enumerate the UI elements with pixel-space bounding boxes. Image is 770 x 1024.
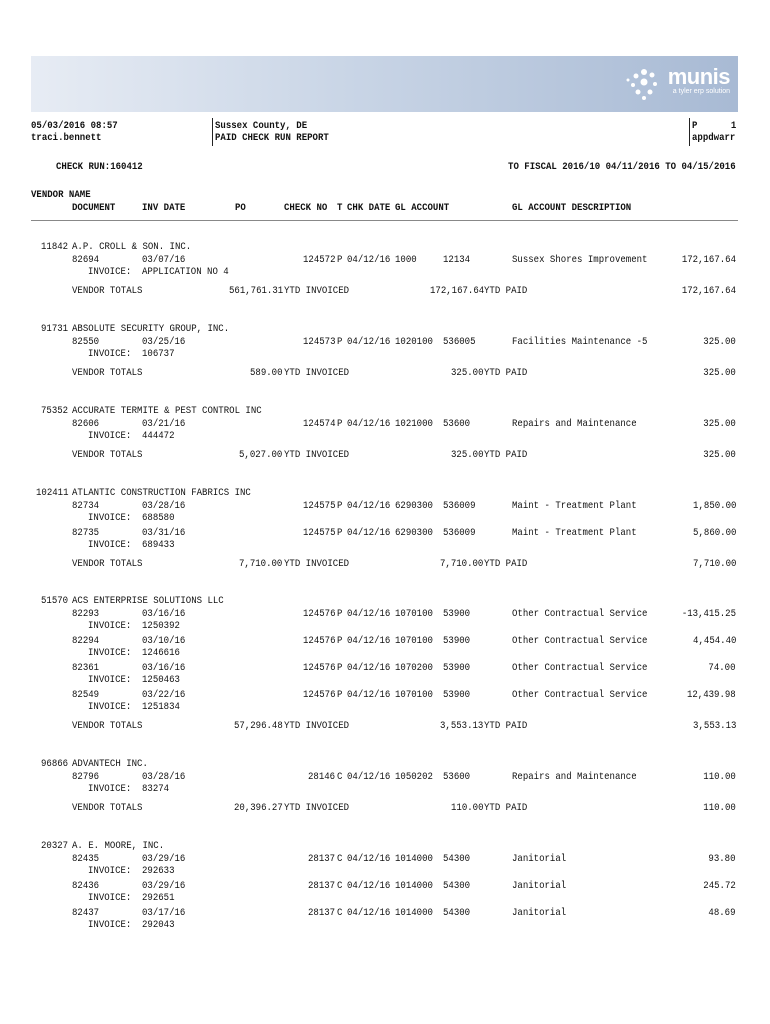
line-type: C [337,907,343,919]
ytd-invoiced-label: YTD INVOICED [284,558,350,570]
vendor-totals-label: VENDOR TOTALS [72,367,143,379]
page-number: 1 [730,120,736,132]
line-type: P [337,336,343,348]
line-chk-date: 04/12/16 [347,635,391,647]
invoice-number: 689433 [142,539,175,551]
line-check-no: 124572 [302,254,336,266]
vendor-id: 102411 [35,487,69,499]
line-gl-org: 1020100 [395,336,433,348]
col-document: DOCUMENT [72,202,116,214]
line-inv-date: 03/17/16 [142,907,186,919]
invoice-label: INVOICE: [88,647,132,659]
line-document: 82606 [72,418,100,430]
line-document: 82294 [72,635,100,647]
line-gl-org: 1014000 [395,880,433,892]
ytd-paid-amount: 110.00 [450,802,484,814]
vendor-totals-label: VENDOR TOTALS [72,720,143,732]
line-gl-object: 536009 [443,500,476,512]
invoice-number: APPLICATION NO 4 [142,266,229,278]
vendor-name: ACCURATE TERMITE & PEST CONTROL INC [72,405,262,417]
line-check-no: 124576 [302,662,336,674]
ytd-invoiced-amount: 57,296.48 [234,720,283,732]
line-gl-object: 53600 [443,418,471,430]
line-gl-org: 6290300 [395,500,433,512]
invoice-number: 1251834 [142,701,180,713]
ytd-paid-label: YTD PAID [484,367,528,379]
vendor-id: 96866 [41,758,69,770]
line-gl-desc: Other Contractual Service [512,662,648,674]
invoice-number: 292633 [142,865,175,877]
line-gl-desc: Janitorial [512,853,567,865]
ytd-invoiced-label: YTD INVOICED [284,802,350,814]
line-chk-date: 04/12/16 [347,880,391,892]
munis-dots-icon [624,66,664,102]
ytd-invoiced-amount: 589.00 [249,367,283,379]
line-gl-object: 53600 [443,771,471,783]
ytd-paid-label: YTD PAID [484,720,528,732]
line-chk-date: 04/12/16 [347,500,391,512]
line-document: 82435 [72,853,100,865]
line-amount: 93.80 [708,853,736,865]
report-datetime: 05/03/2016 08:57 [31,120,118,132]
vendor-total: 325.00 [703,367,736,379]
munis-logo [668,64,730,95]
line-type: P [337,662,343,674]
invoice-label: INVOICE: [88,674,132,686]
vendor-name: ATLANTIC CONSTRUCTION FABRICS INC [72,487,251,499]
header-divider-right [689,118,690,146]
line-gl-desc: Other Contractual Service [512,635,648,647]
col-check-no: CHECK NO [284,202,328,214]
line-document: 82436 [72,880,100,892]
line-document: 82796 [72,771,100,783]
line-inv-date: 03/21/16 [142,418,186,430]
line-amount: 245.72 [703,880,736,892]
ytd-paid-amount: 7,710.00 [440,558,484,570]
ytd-paid-amount: 3,553.13 [440,720,484,732]
line-chk-date: 04/12/16 [347,527,391,539]
ytd-paid-label: YTD PAID [484,449,528,461]
line-amount: 4,454.40 [692,635,736,647]
line-check-no: 124574 [302,418,336,430]
line-gl-desc: Maint - Treatment Plant [512,500,637,512]
line-check-no: 124576 [302,635,336,647]
line-gl-org: 1014000 [395,907,433,919]
line-amount: 48.69 [708,907,736,919]
vendor-name: ADVANTECH INC. [72,758,148,770]
line-inv-date: 03/29/16 [142,880,186,892]
line-chk-date: 04/12/16 [347,336,391,348]
invoice-label: INVOICE: [88,512,132,524]
col-inv-date: INV DATE [142,202,186,214]
line-check-no: 28146 [308,771,336,783]
vendor-total: 110.00 [703,802,736,814]
line-type: P [337,635,343,647]
line-amount: -13,415.25 [681,608,736,620]
line-amount: 325.00 [703,418,736,430]
line-inv-date: 03/22/16 [142,689,186,701]
line-amount: 325.00 [703,336,736,348]
fiscal-range: TO FISCAL 2016/10 04/11/2016 TO 04/15/2016 [508,161,736,173]
line-inv-date: 03/07/16 [142,254,186,266]
line-gl-object: 53900 [443,608,471,620]
line-amount: 74.00 [708,662,736,674]
line-gl-org: 1021000 [395,418,433,430]
line-document: 82735 [72,527,100,539]
line-gl-object: 54300 [443,907,471,919]
invoice-label: INVOICE: [88,430,132,442]
line-type: P [337,608,343,620]
logo-tagline: a tyler erp solution [672,88,730,95]
ytd-paid-amount: 325.00 [450,367,484,379]
line-chk-date: 04/12/16 [347,771,391,783]
col-gl-desc: GL ACCOUNT DESCRIPTION [512,202,632,214]
org-name: Sussex County, DE [215,120,308,132]
line-chk-date: 04/12/16 [347,689,391,701]
line-chk-date: 04/12/16 [347,907,391,919]
col-type: T [337,202,343,214]
ytd-paid-label: YTD PAID [484,802,528,814]
invoice-number: 1250392 [142,620,180,632]
line-chk-date: 04/12/16 [347,662,391,674]
line-chk-date: 04/12/16 [347,608,391,620]
line-type: P [337,689,343,701]
line-gl-org: 1000 [395,254,417,266]
line-gl-object: 12134 [443,254,471,266]
vendor-id: 11842 [41,241,69,253]
vendor-id: 75352 [41,405,69,417]
vendor-name: A.P. CROLL & SON. INC. [72,241,192,253]
line-type: C [337,771,343,783]
vendor-totals-label: VENDOR TOTALS [72,449,143,461]
line-type: P [337,500,343,512]
line-gl-object: 536005 [443,336,476,348]
invoice-label: INVOICE: [88,783,132,795]
line-amount: 172,167.64 [681,254,736,266]
invoice-label: INVOICE: [88,701,132,713]
invoice-label: INVOICE: [88,620,132,632]
line-type: C [337,853,343,865]
line-type: P [337,254,343,266]
line-gl-org: 1070100 [395,689,433,701]
line-type: P [337,527,343,539]
line-gl-org: 1070100 [395,635,433,647]
report-user: traci.bennett [31,132,102,144]
line-inv-date: 03/25/16 [142,336,186,348]
line-check-no: 124573 [302,336,336,348]
line-inv-date: 03/16/16 [142,662,186,674]
line-document: 82694 [72,254,100,266]
line-gl-desc: Repairs and Maintenance [512,418,637,430]
line-type: C [337,880,343,892]
line-check-no: 124576 [302,608,336,620]
line-inv-date: 03/28/16 [142,500,186,512]
check-run: CHECK RUN:160412 [56,161,143,173]
invoice-number: 1250463 [142,674,180,686]
line-gl-object: 54300 [443,880,471,892]
invoice-label: INVOICE: [88,348,132,360]
ytd-paid-amount: 172,167.64 [430,285,485,297]
vendor-total: 7,710.00 [692,558,736,570]
vendor-id: 91731 [41,323,69,335]
vendor-total: 172,167.64 [681,285,736,297]
vendor-totals-label: VENDOR TOTALS [72,802,143,814]
line-gl-object: 53900 [443,689,471,701]
line-gl-org: 1070100 [395,608,433,620]
line-check-no: 124576 [302,689,336,701]
vendor-total: 3,553.13 [692,720,736,732]
vendor-total: 325.00 [703,449,736,461]
line-check-no: 28137 [308,907,336,919]
line-chk-date: 04/12/16 [347,418,391,430]
line-chk-date: 04/12/16 [347,254,391,266]
line-gl-desc: Janitorial [512,907,567,919]
invoice-label: INVOICE: [88,865,132,877]
line-gl-desc: Facilities Maintenance -5 [512,336,648,348]
line-document: 82549 [72,689,100,701]
page-label: P [692,120,698,132]
line-document: 82293 [72,608,100,620]
line-chk-date: 04/12/16 [347,853,391,865]
line-document: 82361 [72,662,100,674]
ytd-invoiced-amount: 5,027.00 [239,449,283,461]
ytd-invoiced-label: YTD INVOICED [284,367,350,379]
line-check-no: 124575 [302,527,336,539]
line-gl-org: 1070200 [395,662,433,674]
line-type: P [337,418,343,430]
vendor-name: ACS ENTERPRISE SOLUTIONS LLC [72,595,224,607]
line-gl-org: 1050202 [395,771,433,783]
vendor-id: 51570 [41,595,69,607]
program-name: appdwarr [692,132,736,144]
col-po: PO [235,202,246,214]
logo-brand: munis [667,64,730,89]
col-gl-account: GL ACCOUNT [395,202,450,214]
line-gl-desc: Other Contractual Service [512,608,648,620]
invoice-number: 83274 [142,783,170,795]
line-inv-date: 03/16/16 [142,608,186,620]
invoice-number: 688580 [142,512,175,524]
line-gl-object: 54300 [443,853,471,865]
ytd-paid-label: YTD PAID [484,558,528,570]
ytd-invoiced-label: YTD INVOICED [284,285,350,297]
line-gl-org: 1014000 [395,853,433,865]
header-divider [212,118,213,146]
invoice-number: 292651 [142,892,175,904]
line-gl-desc: Janitorial [512,880,567,892]
line-check-no: 28137 [308,880,336,892]
invoice-label: INVOICE: [88,539,132,551]
line-document: 82437 [72,907,100,919]
ytd-invoiced-label: YTD INVOICED [284,449,350,461]
invoice-number: 444472 [142,430,175,442]
line-amount: 1,850.00 [692,500,736,512]
invoice-label: INVOICE: [88,892,132,904]
line-document: 82734 [72,500,100,512]
vendor-totals-label: VENDOR TOTALS [72,558,143,570]
vendor-id: 20327 [41,840,69,852]
line-gl-object: 53900 [443,635,471,647]
invoice-label: INVOICE: [88,919,132,931]
line-gl-desc: Maint - Treatment Plant [512,527,637,539]
report-banner [31,56,738,112]
ytd-paid-amount: 325.00 [450,449,484,461]
ytd-invoiced-label: YTD INVOICED [284,720,350,732]
ytd-invoiced-amount: 561,761.31 [229,285,284,297]
invoice-number: 1246616 [142,647,180,659]
line-inv-date: 03/29/16 [142,853,186,865]
invoice-number: 292043 [142,919,175,931]
line-amount: 110.00 [703,771,736,783]
line-gl-object: 53900 [443,662,471,674]
line-gl-desc: Repairs and Maintenance [512,771,637,783]
line-gl-org: 6290300 [395,527,433,539]
line-inv-date: 03/10/16 [142,635,186,647]
vendor-totals-label: VENDOR TOTALS [72,285,143,297]
ytd-invoiced-amount: 20,396.27 [234,802,283,814]
ytd-paid-label: YTD PAID [484,285,528,297]
vendor-name: A. E. MOORE, INC. [72,840,165,852]
invoice-label: INVOICE: [88,266,132,278]
col-chk-date: CHK DATE [347,202,391,214]
line-document: 82550 [72,336,100,348]
line-check-no: 124575 [302,500,336,512]
col-vendor-name: VENDOR NAME [31,189,91,201]
line-amount: 12,439.98 [687,689,736,701]
line-inv-date: 03/28/16 [142,771,186,783]
invoice-number: 106737 [142,348,175,360]
line-inv-date: 03/31/16 [142,527,186,539]
line-gl-desc: Other Contractual Service [512,689,648,701]
report-title: PAID CHECK RUN REPORT [215,132,329,144]
ytd-invoiced-amount: 7,710.00 [239,558,283,570]
header-rule [31,220,738,221]
line-gl-object: 536009 [443,527,476,539]
line-gl-desc: Sussex Shores Improvement [512,254,648,266]
line-amount: 5,860.00 [692,527,736,539]
vendor-name: ABSOLUTE SECURITY GROUP, INC. [72,323,230,335]
line-check-no: 28137 [308,853,336,865]
